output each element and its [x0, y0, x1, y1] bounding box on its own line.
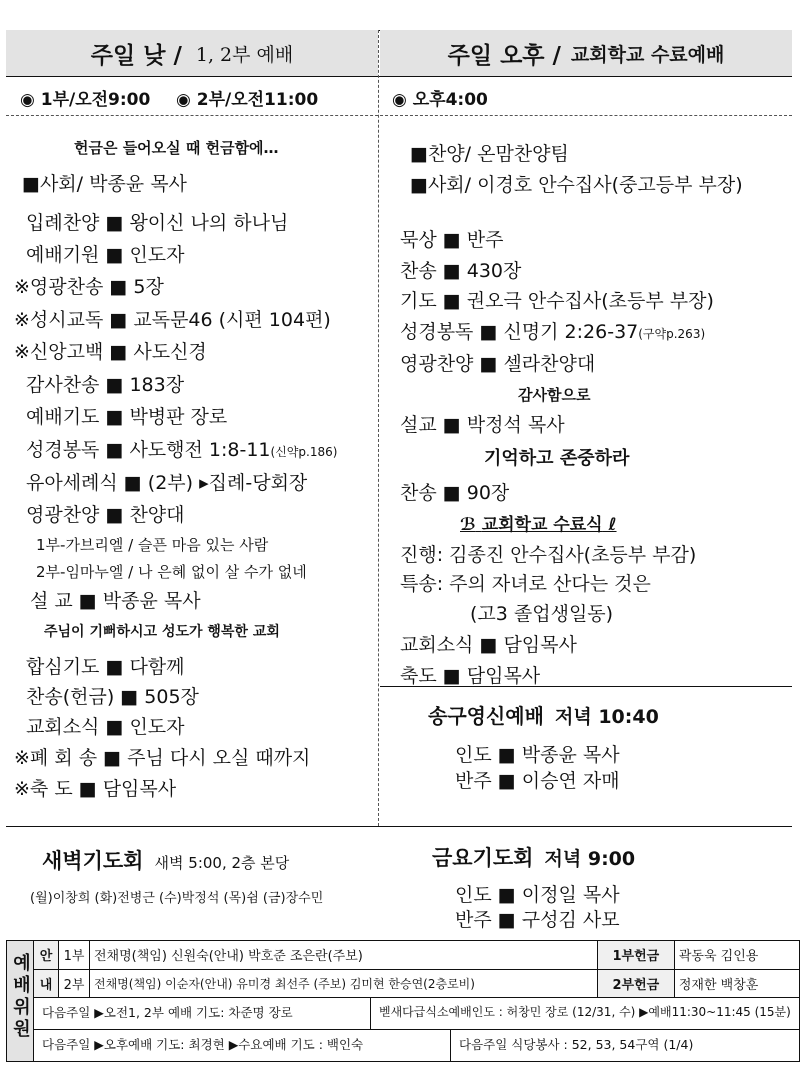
pm-hymn: 찬송 ■ 430장: [400, 260, 522, 282]
ceremony-heading: [460, 510, 617, 535]
ceremony-host: 진행: 김종진 안수집사(초등부 부감): [400, 544, 697, 566]
staff-2nd-offering-label: 2부헌금: [597, 969, 674, 998]
order-unison-prayer: 합심기도 ■ 다함께: [26, 656, 185, 678]
ornament-left-icon: ℬ: [460, 515, 476, 535]
year-end-lead: 인도 ■ 박종윤 목사: [455, 744, 620, 766]
order-offering-hymn: 찬송(헌금) ■ 505장: [26, 686, 199, 708]
staff-2nd-part: 2부: [59, 969, 90, 998]
left-header-subtitle: 1, 2부 예배: [195, 43, 294, 66]
friday-lead: 인도 ■ 이정일 목사: [455, 884, 620, 906]
pm-sermon-title: 기억하고 존중하라: [484, 448, 630, 469]
order-benediction: ※축 도 ■ 담임목사: [14, 778, 177, 800]
pm-benediction: 축도 ■ 담임목사: [400, 665, 541, 687]
pm-anthem-title: 감사함으로: [518, 386, 591, 404]
service1-time: ◉ 1부/오전9:00: [20, 90, 151, 110]
order-gloria-hymn: ※영광찬송 ■ 5장: [14, 276, 164, 298]
scripture-text: 성경봉독 ■ 사도행전 1:8-11: [26, 439, 271, 461]
year-end-service: [428, 700, 659, 729]
year-end-title: 송구영신예배: [428, 704, 544, 728]
dawn-time: 새벽 5:00, 2층 본당: [154, 854, 290, 872]
friday-prayer: [432, 842, 635, 872]
ceremony-special-song: 특송: 주의 자녀로 산다는 것은: [400, 573, 651, 595]
year-end-time: 저녁 10:40: [555, 706, 659, 728]
right-header-title: 주일 오후 /: [447, 42, 561, 69]
order-entrance-praise: 입례찬양 ■ 왕이신 나의 하나님: [26, 212, 289, 234]
staff-2nd-offering: 정재한 백창훈: [674, 969, 799, 998]
staff-next-row-1: [34, 998, 800, 1030]
friday-time: 저녁 9:00: [544, 848, 636, 870]
next-kitchen: 다음주일 식당봉사 : 52, 53, 54구역 (1/4): [459, 1037, 694, 1053]
order-scripture: [26, 435, 337, 462]
time-divider: [6, 115, 792, 116]
pm-choir: 영광찬양 ■ 셀라찬양대: [400, 353, 596, 375]
staff-1st-offering-label: 1부헌금: [597, 941, 674, 970]
dawn-schedule: (월)이창희 (화)전병근 (수)박정석 (목)쉼 (금)장수민: [30, 891, 324, 906]
order-infant-baptism: 유아세례식 ■ (2부) ▸집례-당회장: [26, 472, 308, 494]
prayer-divider: [6, 826, 792, 827]
next-prayer-am: 다음주일 ▶오전1, 2부 예배 기도: 차준명 장로: [34, 998, 371, 1029]
friday-title: 금요기도회: [432, 846, 534, 870]
next-bethsaida: 벧새다급식소예배인도 : 허창민 장로 (12/31, 수) ▶예배11:30~11:45 (15분): [379, 1005, 791, 1020]
choir-2nd: 2부-임마누엘 / 나 은혜 없이 살 수가 없네: [36, 563, 307, 581]
host: ■사회/ 박종윤 목사: [22, 173, 187, 195]
right-header-subtitle: 교회학교 수료예배: [570, 43, 725, 66]
order-closing-hymn: ※폐 회 송 ■ 주님 다시 오실 때까지: [14, 747, 311, 769]
pm-announcements: 교회소식 ■ 담임목사: [400, 634, 577, 656]
dawn-prayer: [42, 845, 289, 875]
staff-next-row-2: [34, 1030, 800, 1062]
worship-staff-table: [6, 940, 800, 1062]
offering-notice: 헌금은 들어오실 때 헌금함에…: [74, 139, 279, 157]
left-header: [6, 30, 378, 76]
pm-closing-hymn: 찬송 ■ 90장: [400, 482, 510, 504]
praise-team: ■찬양/ 온맘찬양팀: [410, 143, 569, 165]
pm-host: ■사회/ 이경호 안수집사(중고등부 부장): [410, 174, 743, 196]
staff-an: 안: [34, 941, 59, 970]
order-creed: ※신앙고백 ■ 사도신경: [14, 341, 207, 363]
staff-1st-part: 1부: [59, 941, 90, 970]
pm-prayer: 기도 ■ 권오극 안수집사(초등부 부장): [400, 290, 714, 312]
dawn-title: 새벽기도회: [42, 849, 144, 873]
sermon-title: 주님이 기뻐하시고 성도가 행복한 교회: [44, 624, 280, 640]
year-end-piano: 반주 ■ 이승연 자매: [455, 770, 620, 792]
right-header: [380, 30, 792, 76]
afternoon-time: ◉ 오후4:00: [392, 90, 488, 110]
next-prayer-pm: 다음주일 ▶오후예배 기도: 최경현 ▶수요예배 기도 : 백인숙: [34, 1030, 451, 1061]
header-divider: [6, 76, 792, 77]
staff-vertical-label: [7, 941, 34, 1062]
pm-scripture-text: 성경봉독 ■ 신명기 2:26-37: [400, 321, 639, 343]
order-invocation: 예배기원 ■ 인도자: [26, 244, 185, 266]
order-thanks-hymn: 감사찬송 ■ 183장: [26, 374, 185, 396]
scripture-page: (신약p.186): [270, 445, 338, 459]
order-prayer: 예배기도 ■ 박병판 장로: [26, 406, 228, 428]
friday-piano: 반주 ■ 구성김 사모: [455, 909, 620, 931]
service2-time: ◉ 2부/오전11:00: [176, 90, 319, 110]
order-responsive-reading: ※성시교독 ■ 교독문46 (시편 104편): [14, 309, 331, 331]
order-announcements: 교회소식 ■ 인도자: [26, 716, 185, 738]
order-sermon: 설 교 ■ 박종윤 목사: [30, 590, 201, 612]
left-header-title: 주일 낮 /: [90, 42, 182, 69]
pm-scripture: [400, 317, 705, 344]
choir-1st: 1부-가브리엘 / 슬픈 마음 있는 사람: [36, 536, 269, 554]
staff-2nd-names: 전채명(책임) 이순자(안내) 유미경 최선주 (주보) 김미현 한승연(2층로비): [90, 969, 598, 998]
column-divider: [378, 30, 379, 826]
ceremony-title: 교회학교 수료식: [481, 515, 603, 535]
pm-meditation: 묵상 ■ 반주: [400, 229, 504, 251]
order-choir: 영광찬양 ■ 찬양대: [26, 504, 185, 526]
staff-1st-offering: 곽동욱 김인용: [674, 941, 799, 970]
ceremony-performers: (고3 졸업생일동): [470, 603, 614, 625]
staff-vertical-text: 예배위원: [10, 953, 31, 1041]
staff-1st-names: 전채명(책임) 신원숙(안내) 박호준 조은란(주보): [90, 941, 598, 970]
staff-nae: 내: [34, 969, 59, 998]
ornament-right-icon: ℓ: [608, 515, 617, 535]
pm-sermon: 설교 ■ 박정석 목사: [400, 414, 565, 436]
pm-scripture-page: (구약p.263): [638, 327, 706, 341]
